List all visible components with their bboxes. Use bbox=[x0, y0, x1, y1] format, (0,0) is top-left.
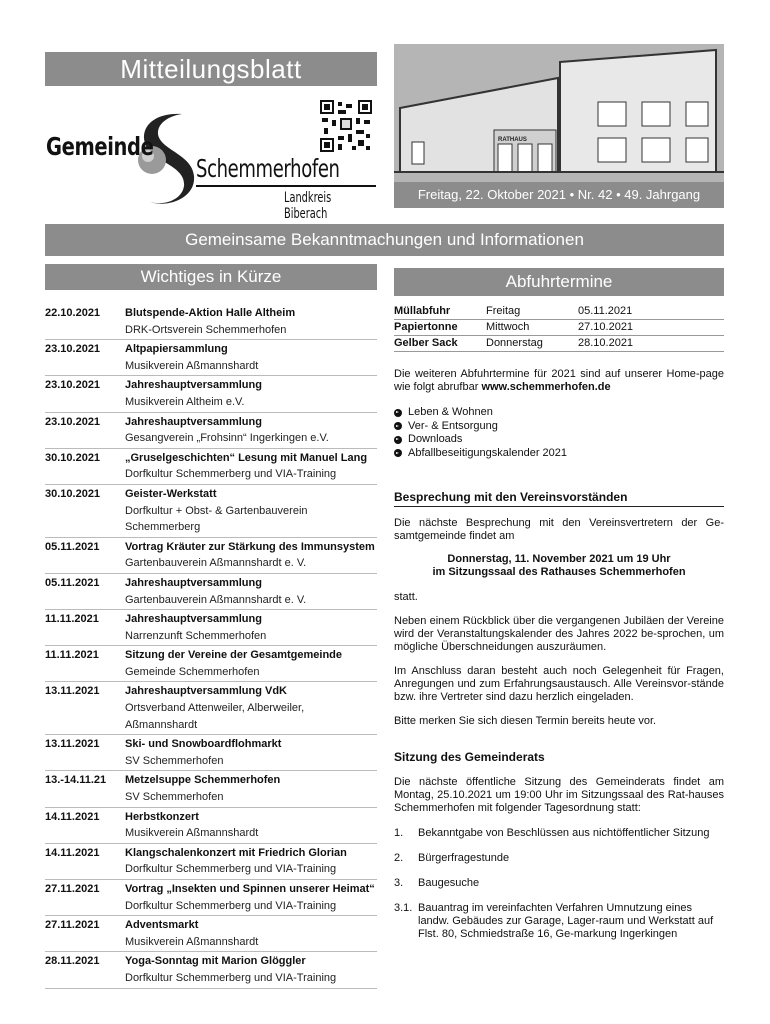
event-organizer: Dorfkultur + Obst- & Gartenbauverein Schemmerberg bbox=[125, 504, 308, 534]
event-title: Adventsmarkt bbox=[125, 919, 199, 932]
masthead-title: Mitteilungsblatt bbox=[45, 52, 377, 86]
event-row bbox=[45, 538, 377, 574]
event-row bbox=[45, 340, 377, 376]
agenda-text: Bürgerfragestunde bbox=[418, 852, 510, 864]
event-date: 14.11.2021 bbox=[45, 810, 100, 823]
meeting-p3: Bitte merken Sie sich diesen Termin bereits heute vor. bbox=[394, 715, 657, 727]
event-body bbox=[125, 539, 377, 572]
arrow-bullet-icon bbox=[394, 422, 402, 430]
event-row bbox=[45, 646, 377, 682]
event-body bbox=[125, 845, 377, 878]
event-body bbox=[125, 647, 377, 680]
agenda-number: 2. bbox=[394, 852, 404, 864]
event-row bbox=[45, 304, 377, 340]
event-body bbox=[125, 772, 377, 805]
website-nav-list bbox=[394, 406, 724, 460]
event-row bbox=[45, 376, 377, 412]
event-organizer: DRK-Ortsverein Schemmerhofen bbox=[125, 323, 287, 336]
event-date: 30.10.2021 bbox=[45, 451, 101, 464]
event-title: Jahreshauptversammlung bbox=[125, 576, 262, 589]
event-body bbox=[125, 611, 377, 644]
logo-name-text: Schemmerhofen bbox=[196, 154, 340, 183]
event-title: Sitzung der Vereine der Gesamtgemeinde bbox=[125, 649, 343, 662]
arrow-bullet-icon bbox=[394, 436, 402, 444]
events-list bbox=[45, 304, 377, 989]
waste-day: Donnerstag bbox=[486, 337, 543, 349]
event-organizer: Dorfkultur Schemmerberg und VIA-Training bbox=[125, 971, 337, 984]
arrow-bullet-icon bbox=[394, 409, 402, 417]
section-title: Gemeinsame Bekanntmachungen und Informationen bbox=[45, 224, 724, 256]
event-title: Herbstkonzert bbox=[125, 810, 199, 823]
event-row bbox=[45, 808, 377, 844]
waste-row bbox=[394, 336, 724, 352]
meeting-p1: Neben einem Rückblick über die vergangenen Jubiläen der Vereine wird der Veranstaltungskalender des Jahres 2022 be-sprochen, um mögliche Überschneidungen auszuräumen. bbox=[394, 615, 724, 653]
website-nav-label: Ver- & Entsorgung bbox=[408, 419, 498, 432]
meeting-when-line2: im Sitzungssaal des Rathauses Schemmerhofen bbox=[432, 566, 686, 578]
event-date: 13.-14.11.21 bbox=[45, 774, 107, 787]
event-date: 05.11.2021 bbox=[45, 576, 100, 589]
event-date: 13.11.2021 bbox=[45, 685, 100, 698]
event-body bbox=[125, 953, 377, 986]
event-body bbox=[125, 917, 377, 950]
logo-gemeinde-text: Gemeinde bbox=[46, 132, 154, 161]
event-organizer: Dorfkultur Schemmerberg und VIA-Training bbox=[125, 863, 337, 876]
event-organizer: Musikverein Aßmannshardt bbox=[125, 827, 259, 840]
municipality-logo bbox=[44, 96, 380, 222]
event-title: Klangschalenkonzert mit Friedrich Glorian bbox=[125, 846, 347, 859]
event-row bbox=[45, 449, 377, 485]
waste-row bbox=[394, 320, 724, 336]
waste-type: Müllabfuhr bbox=[394, 305, 451, 317]
council-intro: Die nächste öffentliche Sitzung des Gemeinderats findet am Montag, 25.10.2021 um 19:00 Uhr im Sitzungssaal des Rat-hauses Schemmerhofen mit folgender Tagesordnung statt: bbox=[394, 776, 724, 814]
event-organizer: Dorfkultur Schemmerberg und VIA-Training bbox=[125, 899, 337, 912]
event-row bbox=[45, 916, 377, 952]
event-row bbox=[45, 413, 377, 449]
website-nav-item bbox=[394, 433, 724, 447]
event-row bbox=[45, 952, 377, 988]
website-nav-item bbox=[394, 447, 724, 461]
event-title: Geister-Werkstatt bbox=[125, 487, 217, 500]
event-organizer: SV Schemmerhofen bbox=[125, 791, 224, 804]
event-body bbox=[125, 377, 377, 410]
event-organizer: Gartenbauverein Aßmannshardt e. V. bbox=[125, 593, 307, 606]
more-dates-paragraph bbox=[394, 368, 724, 394]
left-column bbox=[45, 264, 377, 989]
event-date: 23.10.2021 bbox=[45, 379, 101, 392]
event-body bbox=[125, 486, 377, 536]
event-body bbox=[125, 809, 377, 842]
event-date: 13.11.2021 bbox=[45, 738, 100, 751]
event-body bbox=[125, 575, 377, 608]
event-row bbox=[45, 574, 377, 610]
waste-type: Papiertonne bbox=[394, 321, 458, 333]
qr-code-icon[interactable] bbox=[320, 100, 372, 152]
event-organizer: Narrenzunft Schemmerhofen bbox=[125, 629, 267, 642]
event-body bbox=[125, 683, 377, 733]
event-organizer: Gemeinde Schemmerhofen bbox=[125, 665, 260, 678]
event-row bbox=[45, 771, 377, 807]
event-date: 23.10.2021 bbox=[45, 343, 101, 356]
event-title: „Gruselgeschichten“ Lesung mit Manuel Lang bbox=[125, 451, 368, 464]
agenda-item bbox=[394, 902, 724, 941]
right-column bbox=[394, 268, 724, 953]
website-nav-label: Leben & Wohnen bbox=[408, 406, 493, 418]
event-body bbox=[125, 881, 377, 914]
meeting-when-line1: Donnerstag, 11. November 2021 um 19 Uhr bbox=[447, 553, 671, 565]
event-organizer: Musikverein Altheim e.V. bbox=[125, 395, 245, 408]
logo-kreis-text: Landkreis Biberach bbox=[284, 190, 332, 222]
event-row bbox=[45, 610, 377, 646]
event-organizer: Dorfkultur Schemmerberg und VIA-Training bbox=[125, 468, 337, 481]
waste-type: Gelber Sack bbox=[394, 337, 458, 349]
rathaus-sign: RATHAUS bbox=[498, 137, 527, 143]
event-date: 28.11.2021 bbox=[45, 955, 100, 968]
agenda-text: Baugesuche bbox=[418, 877, 480, 889]
event-date: 05.11.2021 bbox=[45, 540, 100, 553]
waste-table bbox=[394, 304, 724, 352]
event-title: Blutspende-Aktion Halle Altheim bbox=[125, 307, 296, 319]
event-date: 11.11.2021 bbox=[45, 613, 99, 626]
meeting-intro: Die nächste Besprechung mit den Vereinsvertretern der Ge-samtgemeinde findet am bbox=[394, 517, 724, 542]
event-body bbox=[125, 341, 377, 374]
event-title: Vortrag „Insekten und Spinnen unserer Heimat“ bbox=[125, 883, 375, 895]
event-body bbox=[125, 305, 377, 338]
agenda-item bbox=[394, 852, 724, 865]
event-organizer: Gartenbauverein Aßmannshardt e. V. bbox=[125, 557, 307, 570]
event-title: Ski- und Snowboardflohmarkt bbox=[125, 738, 282, 751]
agenda-number: 1. bbox=[394, 827, 404, 839]
event-body bbox=[125, 450, 377, 483]
event-body bbox=[125, 414, 377, 447]
event-date: 30.10.2021 bbox=[45, 487, 101, 500]
event-organizer: Musikverein Aßmannshardt bbox=[125, 935, 259, 948]
council-heading: Sitzung des Gemeinderats bbox=[394, 750, 545, 764]
waste-date: 27.10.2021 bbox=[578, 321, 634, 333]
event-organizer: Gesangverein „Frohsinn“ Ingerkingen e.V. bbox=[125, 432, 329, 445]
event-date: 11.11.2021 bbox=[45, 649, 99, 662]
event-organizer: SV Schemmerhofen bbox=[125, 754, 224, 767]
event-row bbox=[45, 682, 377, 735]
event-row bbox=[45, 735, 377, 771]
event-organizer: Ortsverband Attenweiler, Alberweiler, Aßmannshardt bbox=[125, 702, 305, 731]
event-date: 14.11.2021 bbox=[45, 846, 100, 859]
event-date: 27.11.2021 bbox=[45, 883, 100, 895]
website-nav-label: Downloads bbox=[408, 433, 463, 445]
meeting-p2: Im Anschluss daran besteht auch noch Gelegenheit für Fragen, Anregungen und zum Erfahrungsaustausch. Alle Vereinsvor-stände bzw. ihre Vertreter sind dazu herzlich eingeladen. bbox=[394, 665, 724, 703]
meeting-heading: Besprechung mit den Vereinsvorständen bbox=[394, 490, 724, 507]
event-title: Jahreshauptversammlung bbox=[125, 415, 262, 428]
website-link[interactable]: www.schemmerhofen.de bbox=[481, 381, 611, 393]
event-title: Yoga-Sonntag mit Marion Glöggler bbox=[125, 955, 306, 968]
event-row bbox=[45, 485, 377, 538]
agenda-text: Bauantrag im vereinfachten Verfahren Umnutzung eines landw. Gebäudes zur Garage, Lager-raum und Werkstatt auf Flst. 80, Schmiedstraße 16, Ge-markung Ingerkingen bbox=[418, 902, 714, 940]
agenda-item bbox=[394, 827, 724, 840]
waste-date: 05.11.2021 bbox=[578, 305, 633, 317]
event-row bbox=[45, 880, 377, 916]
agenda-text: Bekanntgabe von Beschlüssen aus nichtöffentlicher Sitzung bbox=[418, 827, 710, 839]
event-date: 27.11.2021 bbox=[45, 919, 100, 932]
arrow-bullet-icon bbox=[394, 449, 402, 457]
event-title: Vortrag Kräuter zur Stärkung des Immunsystem bbox=[125, 540, 375, 553]
agenda-item bbox=[394, 877, 724, 890]
more-dates-text: Die weiteren Abfuhrtermine für 2021 sind auf unserer Home-page wie folgt abrufbar bbox=[394, 368, 724, 393]
meeting-statt: statt. bbox=[394, 591, 418, 603]
event-row bbox=[45, 844, 377, 880]
waste-row bbox=[394, 304, 724, 320]
event-title: Jahreshauptversammlung bbox=[125, 613, 262, 626]
waste-day: Mittwoch bbox=[486, 321, 530, 333]
event-title: Jahreshauptversammlung bbox=[125, 379, 262, 392]
event-date: 23.10.2021 bbox=[45, 415, 101, 428]
event-organizer: Musikverein Aßmannshardt bbox=[125, 359, 259, 372]
events-heading: Wichtiges in Kürze bbox=[45, 264, 377, 290]
website-nav-item bbox=[394, 420, 724, 434]
issue-info: Freitag, 22. Oktober 2021 • Nr. 42 • 49. Jahrgang bbox=[394, 182, 724, 208]
logo-rule bbox=[196, 185, 376, 187]
agenda-list bbox=[394, 827, 724, 941]
event-title: Altpapiersammlung bbox=[125, 343, 228, 356]
event-title: Jahreshauptversammlung VdK bbox=[125, 685, 287, 698]
waste-date: 28.10.2021 bbox=[578, 337, 634, 349]
event-title: Metzelsuppe Schemmerhofen bbox=[125, 774, 281, 787]
event-body bbox=[125, 736, 377, 769]
waste-heading: Abfuhrtermine bbox=[394, 268, 724, 296]
website-nav-label: Abfallbeseitigungskalender 2021 bbox=[408, 446, 568, 459]
event-date: 22.10.2021 bbox=[45, 307, 101, 319]
town-hall-illustration bbox=[394, 44, 724, 182]
agenda-number: 3.1. bbox=[394, 902, 413, 914]
website-nav-item bbox=[394, 406, 724, 420]
waste-day: Freitag bbox=[486, 305, 521, 317]
agenda-number: 3. bbox=[394, 877, 404, 889]
